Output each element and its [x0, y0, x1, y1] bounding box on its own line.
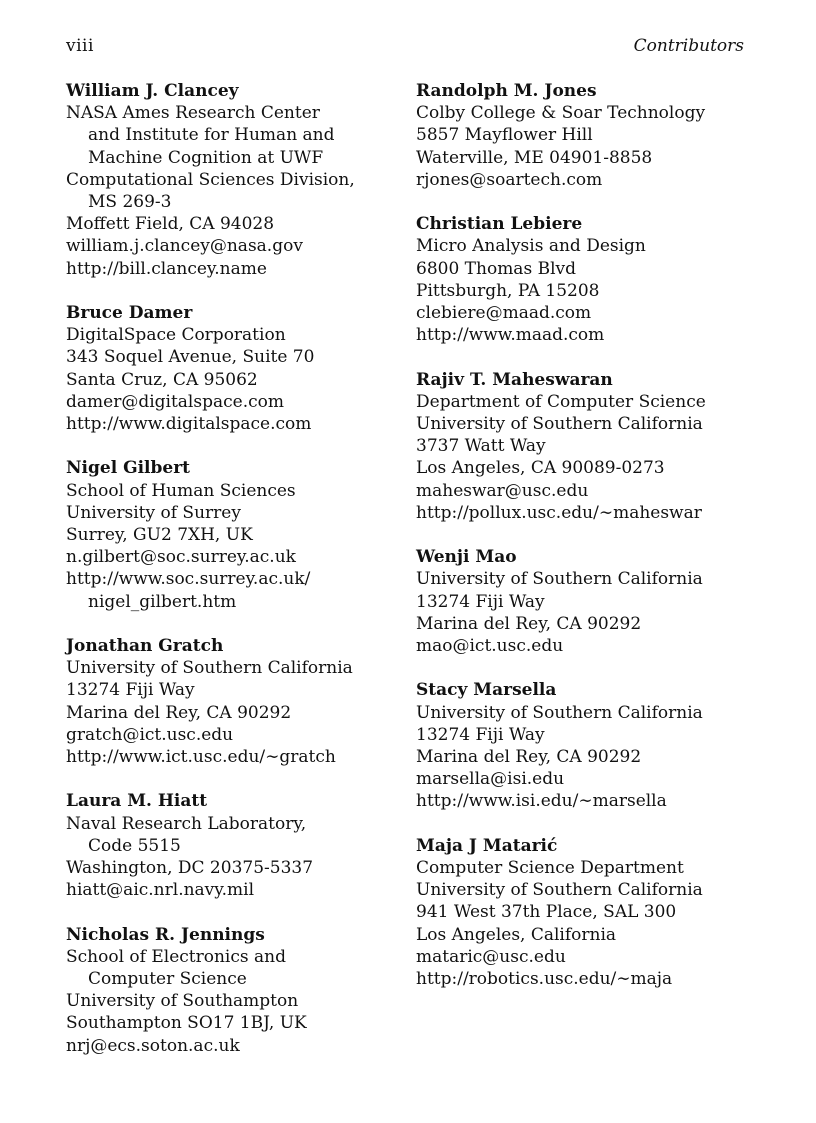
contributor-name: William J. Clancey [66, 81, 239, 101]
contributor-address-line: Surrey, GU2 7XH, UK [66, 525, 253, 546]
contributor-contact: clebiere@maad.com [416, 303, 592, 324]
contributor-name: Randolph M. Jones [416, 81, 597, 101]
contributor-entry [416, 835, 756, 990]
contributor-name: Christian Lebiere [416, 214, 583, 235]
contributor-address-line: 6800 Thomas Blvd [416, 258, 576, 279]
contributor-address-line: 3737 Watt Way [416, 436, 546, 457]
contributor-name: Stacy Marsella [416, 680, 557, 701]
contributor-address-line: University of Southern California [66, 658, 353, 679]
contributor-contact: http://www.digitalspace.com [66, 414, 312, 435]
contributor-entry [416, 213, 756, 346]
contributor-address-line: University of Southern California [416, 414, 703, 435]
contributor-address-line: Pittsburgh, PA 15208 [416, 280, 600, 301]
contributor-address-line: Computer Science [88, 969, 247, 990]
contributor-contact: mataric@usc.edu [416, 946, 566, 967]
contributor-address-line: Colby College & Soar Technology [416, 103, 706, 124]
contributor-name: Rajiv T. Maheswaran [416, 369, 613, 390]
contributor-entry [66, 635, 426, 768]
contributor-address-line: 13274 Fiji Way [66, 680, 195, 701]
contributor-address-line: Waterville, ME 04901-8858 [416, 147, 653, 168]
contributor-entry [66, 302, 426, 435]
contributor-name: Maja J Matarić [416, 835, 558, 856]
contributor-entry [416, 546, 756, 657]
contributor-address-line: 13274 Fiji Way [416, 724, 545, 745]
contributor-address-line: Machine Cognition at UWF [88, 147, 324, 168]
contributor-address-line: Computational Sciences Division, [66, 169, 355, 190]
contributor-address-line: School of Electronics and [66, 946, 286, 967]
contributor-address-line: NASA Ames Research Center [66, 103, 320, 124]
contributor-address-line: Marina del Rey, CA 90292 [416, 747, 642, 768]
contributor-contact: n.gilbert@soc.surrey.ac.uk [66, 547, 296, 568]
contributor-address-line: MS 269-3 [88, 192, 172, 213]
contributor-contact: http://www.soc.surrey.ac.uk/ [66, 569, 311, 590]
contributor-address-line: Code 5515 [88, 835, 181, 856]
contributor-entry [66, 790, 426, 901]
contributor-contact: http://bill.clancey.name [66, 258, 267, 279]
contributor-address-line: Southampton SO17 1BJ, UK [66, 1013, 307, 1034]
contributor-address-line: Los Angeles, CA 90089-0273 [416, 458, 665, 479]
contributor-contact: rjones@soartech.com [416, 169, 603, 190]
contributor-contact: http://www.maad.com [416, 325, 605, 346]
contributor-contact: http://pollux.usc.edu/∼maheswar [416, 502, 702, 523]
page-number: viii [66, 36, 94, 56]
contributor-address-line: Los Angeles, California [416, 924, 617, 945]
contributor-address-line: Computer Science Department [416, 858, 684, 879]
contributor-address-line: 941 West 37th Place, SAL 300 [416, 902, 677, 923]
contributor-address-line: 5857 Mayflower Hill [416, 125, 593, 146]
contributor-entry [416, 369, 756, 524]
contributor-name: Laura M. Hiatt [66, 791, 208, 812]
contributor-address-line: and Institute for Human and [88, 125, 335, 146]
contributor-address-line: 343 Soquel Avenue, Suite 70 [66, 347, 315, 368]
contributor-address-line: Moffett Field, CA 94028 [66, 214, 275, 235]
contributor-address-line: 13274 Fiji Way [416, 591, 545, 612]
contributor-address-line: nigel_gilbert.htm [88, 591, 237, 612]
contributor-name: Wenji Mao [416, 547, 517, 568]
contributor-address-line: University of Southampton [66, 991, 299, 1012]
contributor-address-line: University of Surrey [66, 502, 241, 523]
contributor-address-line: University of Southern California [416, 702, 703, 723]
contributor-entry [66, 80, 426, 280]
contributor-entry [66, 924, 426, 1057]
contributor-contact: william.j.clancey@nasa.gov [66, 236, 303, 257]
contributor-address-line: School of Human Sciences [66, 480, 296, 501]
contributors-left-column [66, 80, 426, 1079]
contributor-contact: maheswar@usc.edu [416, 480, 589, 501]
contributor-address-line: Santa Cruz, CA 95062 [66, 369, 258, 390]
contributor-entry [416, 80, 756, 191]
contributor-contact: http://www.ict.usc.edu/∼gratch [66, 747, 336, 768]
contributor-address-line: Marina del Rey, CA 90292 [66, 702, 292, 723]
contributor-address-line: Washington, DC 20375-5337 [66, 858, 314, 879]
contributor-contact: marsella@isi.edu [416, 769, 565, 790]
contributor-address-line: University of Southern California [416, 880, 703, 901]
contributor-name: Nigel Gilbert [66, 458, 191, 479]
contributor-contact: nrj@ecs.soton.ac.uk [66, 1035, 240, 1056]
page-header [66, 36, 744, 58]
contributor-name: Bruce Damer [66, 303, 193, 324]
contributor-contact: gratch@ict.usc.edu [66, 724, 234, 745]
contributor-entry [66, 457, 426, 612]
running-head: Contributors [633, 36, 744, 56]
contributor-contact: hiatt@aic.nrl.navy.mil [66, 880, 255, 901]
contributor-contact: damer@digitalspace.com [66, 391, 284, 412]
contributor-contact: http://www.isi.edu/∼marsella [416, 791, 667, 812]
contributor-contact: http://robotics.usc.edu/∼maja [416, 969, 673, 990]
contributor-name: Nicholas R. Jennings [66, 924, 265, 945]
contributor-contact: mao@ict.usc.edu [416, 636, 564, 657]
contributor-address-line: Micro Analysis and Design [416, 236, 646, 257]
contributor-address-line: Department of Computer Science [416, 391, 706, 412]
contributor-address-line: University of Southern California [416, 569, 703, 590]
contributor-address-line: DigitalSpace Corporation [66, 325, 286, 346]
contributors-right-column [416, 80, 756, 1012]
contributor-address-line: Naval Research Laboratory, [66, 813, 307, 834]
contributor-name: Jonathan Gratch [66, 636, 224, 657]
contributor-entry [416, 679, 756, 812]
contributor-address-line: Marina del Rey, CA 90292 [416, 613, 642, 634]
